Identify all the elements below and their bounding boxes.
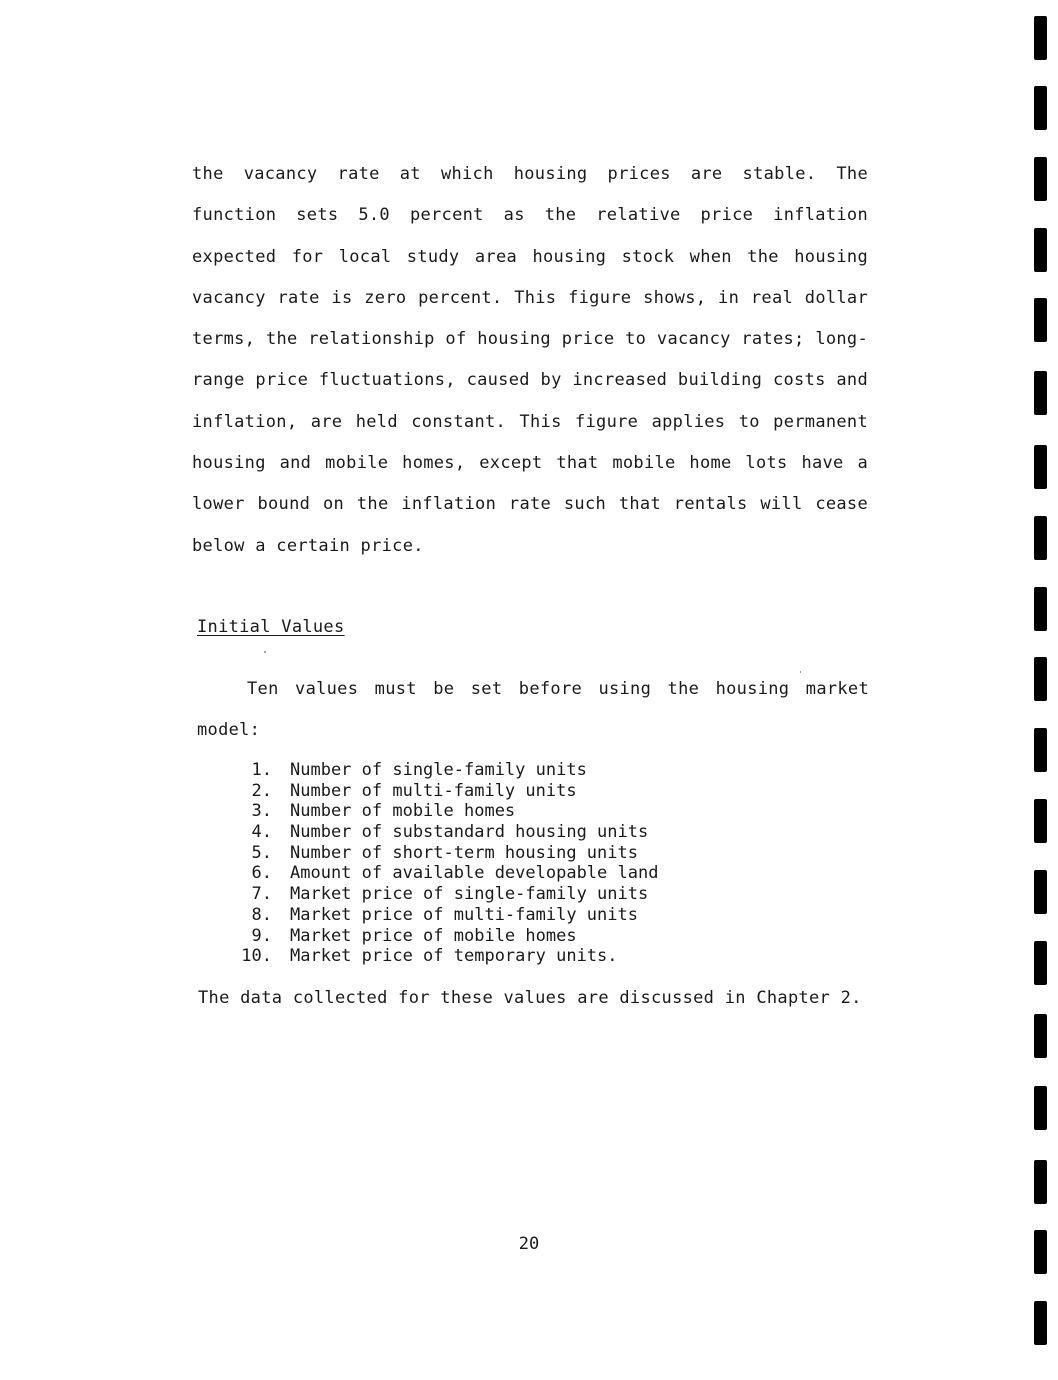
binding-mark xyxy=(1034,870,1047,914)
body-paragraph xyxy=(192,164,868,577)
list-item-text: Number of short-term housing units xyxy=(290,842,638,863)
paragraph-line: vacancy rate is zero percent. This figure shows, in real dollar xyxy=(192,287,868,308)
list-item-number: 7. xyxy=(251,884,272,905)
list-item-text: Market price of single-family units xyxy=(290,884,649,905)
binding-mark xyxy=(1034,1301,1047,1345)
intro-line: Ten values must be set before using the housing market xyxy=(247,679,869,699)
binding-mark xyxy=(1034,1014,1047,1058)
list-item-number: 6. xyxy=(251,863,272,884)
list-item-text: Number of multi-family units xyxy=(290,780,577,801)
binding-mark xyxy=(1034,1160,1047,1204)
page-number: 20 xyxy=(518,1234,540,1254)
closing-sentence: The data collected for these values are discussed in Chapter 2. xyxy=(198,988,862,1008)
paragraph-line: lower bound on the inflation rate such that rentals will cease xyxy=(192,494,868,515)
paragraph-line: housing and mobile homes, except that mobile home lots have a xyxy=(192,453,868,474)
paragraph-line: function sets 5.0 percent as the relative price inflation xyxy=(192,205,868,226)
list-item-text: Amount of available developable land xyxy=(290,863,659,884)
list-item-number: 2. xyxy=(251,780,272,801)
list-item xyxy=(232,822,658,843)
list-item-text: Number of substandard housing units xyxy=(290,822,649,843)
binding-mark xyxy=(1034,16,1047,60)
binding-mark xyxy=(1034,371,1047,415)
binding-mark xyxy=(1034,799,1047,843)
binding-mark xyxy=(1034,298,1047,342)
list-item-number: 9. xyxy=(251,925,272,946)
scan-speck xyxy=(264,651,266,653)
binding-mark xyxy=(1034,941,1047,985)
paragraph-line: below a certain price. xyxy=(192,535,424,556)
list-item-number: 1. xyxy=(251,760,272,780)
list-item xyxy=(232,801,658,822)
list-item-text: Number of mobile homes xyxy=(290,801,516,822)
list-item-text: Market price of temporary units. xyxy=(290,946,618,967)
list-item xyxy=(232,863,658,884)
binding-mark xyxy=(1034,1086,1047,1130)
section-heading: Initial Values xyxy=(197,617,345,637)
list-item-number: 3. xyxy=(251,801,272,822)
paragraph-line: expected for local study area housing stock when the housing xyxy=(192,246,868,267)
scan-speck xyxy=(800,671,801,673)
paragraph-line: terms, the relationship of housing price to vacancy rates; long- xyxy=(192,329,868,350)
binding-mark xyxy=(1034,86,1047,130)
binding-mark xyxy=(1034,1230,1047,1274)
list-item xyxy=(232,884,658,905)
paragraph-line: inflation, are held constant. This figure applies to permanent xyxy=(192,411,868,432)
binding-mark xyxy=(1034,657,1047,701)
list-item xyxy=(232,946,658,967)
list-item xyxy=(232,905,658,926)
list-item xyxy=(232,843,658,864)
intro-line: model: xyxy=(197,720,261,740)
binding-mark xyxy=(1034,445,1047,489)
paragraph-line: the vacancy rate at which housing prices are stable. The xyxy=(192,164,868,184)
list-item-text: Market price of mobile homes xyxy=(290,925,577,946)
list-item-text: Number of single-family units xyxy=(290,760,587,780)
list-item-number: 5. xyxy=(251,842,272,863)
list-item-text: Market price of multi-family units xyxy=(290,904,638,925)
binding-mark xyxy=(1034,728,1047,772)
list-item-number: 8. xyxy=(251,904,272,925)
list-item xyxy=(232,760,658,781)
section-intro xyxy=(197,679,869,761)
binding-mark xyxy=(1034,516,1047,560)
list-item-number: 4. xyxy=(251,822,272,843)
binding-mark xyxy=(1034,228,1047,272)
paragraph-line: range price fluctuations, caused by increased building costs and xyxy=(192,370,868,391)
list-item xyxy=(232,781,658,802)
binding-mark xyxy=(1034,587,1047,631)
list-item-number: 10. xyxy=(241,946,272,967)
initial-values-list xyxy=(232,760,658,967)
list-item xyxy=(232,926,658,947)
binding-mark xyxy=(1034,157,1047,201)
